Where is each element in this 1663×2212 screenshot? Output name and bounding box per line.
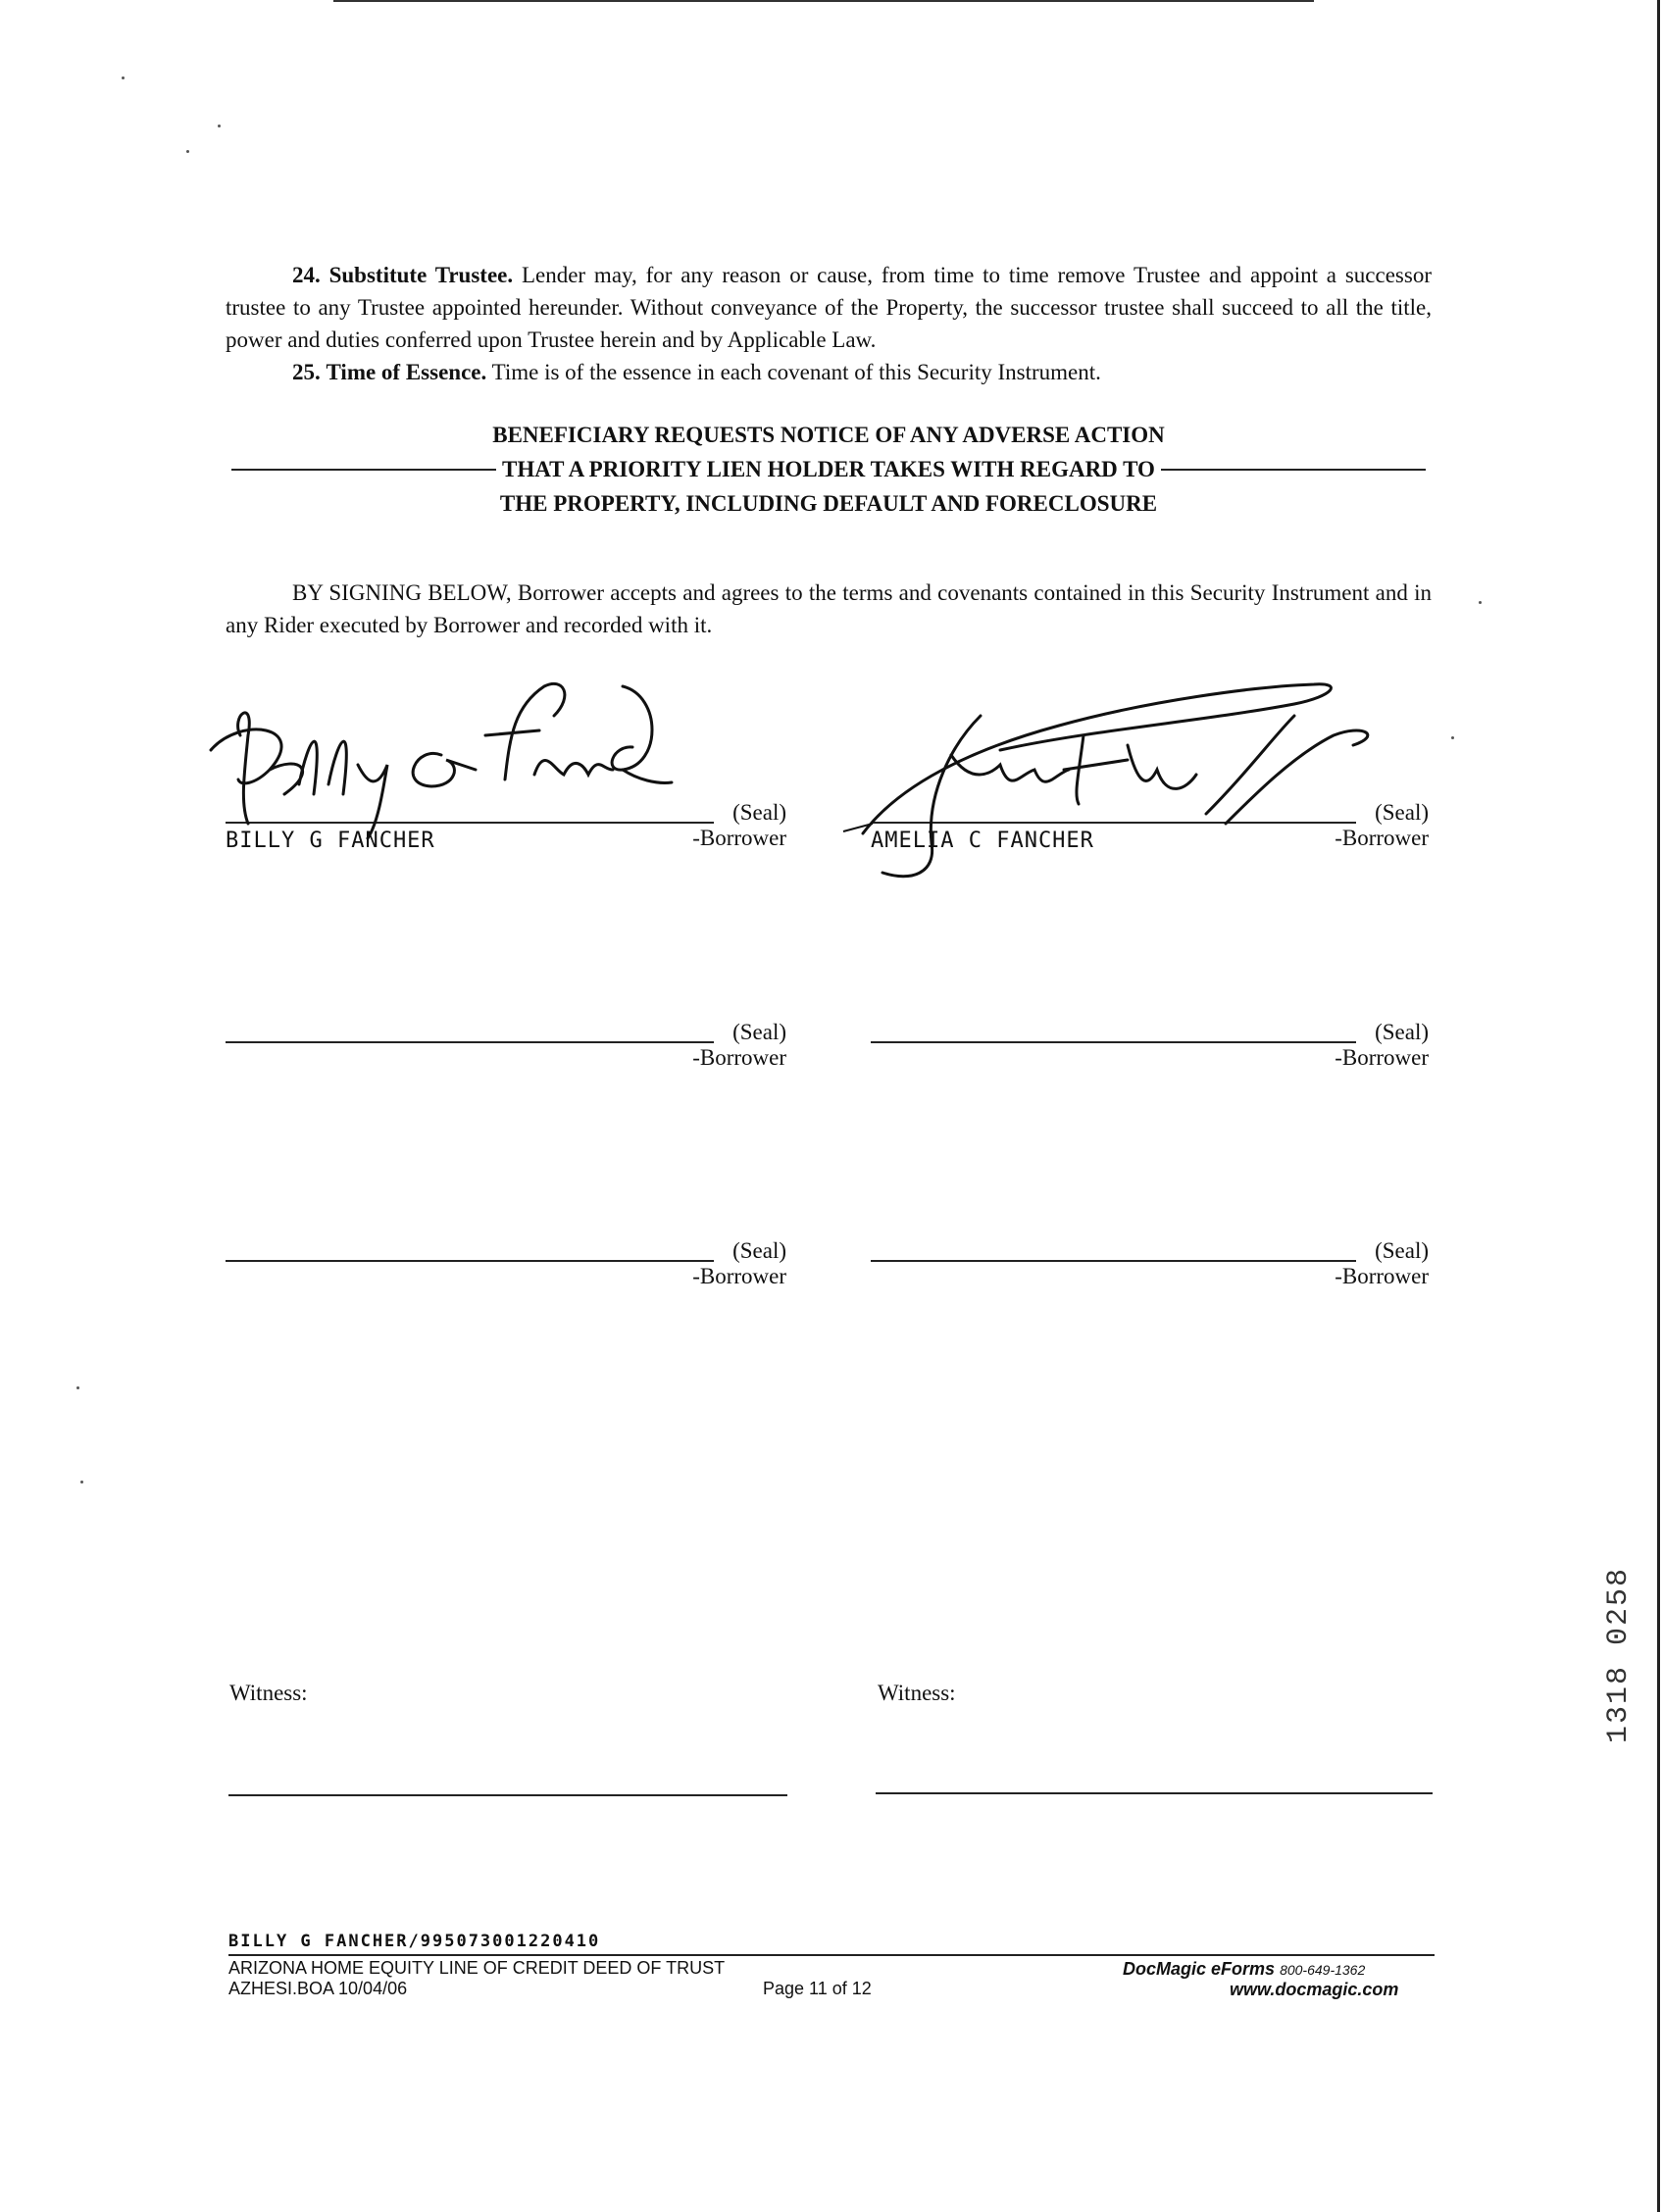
footer-form-code: AZHESI.BOA 10/04/06 bbox=[228, 1979, 408, 1998]
clause-number: 24. bbox=[292, 263, 321, 287]
seal-label-5: (Seal) bbox=[732, 1238, 786, 1263]
top-scan-rule bbox=[333, 0, 1314, 2]
footer-rule bbox=[228, 1954, 1435, 1956]
page-edge bbox=[1657, 0, 1660, 2212]
notice-rule-right bbox=[1161, 469, 1426, 471]
notice-line-2: THAT A PRIORITY LIEN HOLDER TAKES WITH REGARD TO bbox=[502, 457, 1155, 481]
seal-label-1: (Seal) bbox=[732, 800, 786, 825]
clause-number: 25. bbox=[292, 360, 321, 384]
margin-recording-stamp: 1318 0258 bbox=[1602, 1567, 1636, 1744]
clause-25 bbox=[226, 356, 1432, 388]
borrower-name-1: BILLY G FANCHER bbox=[226, 829, 435, 853]
clause-24 bbox=[226, 259, 1432, 356]
scan-speck bbox=[80, 1481, 83, 1483]
scan-speck bbox=[1479, 601, 1482, 604]
scan-speck bbox=[218, 125, 221, 127]
witness-label-left: Witness: bbox=[229, 1681, 308, 1705]
footer-form-title: ARIZONA HOME EQUITY LINE OF CREDIT DEED OF TRUST bbox=[228, 1958, 726, 1978]
handwritten-signature-amelia bbox=[833, 677, 1383, 882]
signature-line-6 bbox=[871, 1260, 1356, 1262]
handwritten-signature-billy bbox=[201, 677, 672, 843]
footer-borrower-loan: BILLY G FANCHER/995073001220410 bbox=[228, 1932, 601, 1951]
borrower-role-4: -Borrower bbox=[1335, 1045, 1429, 1070]
seal-label-2: (Seal) bbox=[1375, 800, 1429, 825]
seal-label-6: (Seal) bbox=[1375, 1238, 1429, 1263]
borrower-name-2: AMELIA C FANCHER bbox=[871, 829, 1094, 853]
footer-brand bbox=[1123, 1959, 1365, 1980]
signature-line-5 bbox=[226, 1260, 714, 1262]
borrower-role-1: -Borrower bbox=[692, 826, 786, 850]
notice-line-2-row bbox=[226, 452, 1432, 486]
scan-speck bbox=[186, 150, 189, 153]
witness-line-right bbox=[876, 1792, 1433, 1794]
witness-label-right: Witness: bbox=[878, 1681, 956, 1705]
scan-speck bbox=[1451, 736, 1454, 739]
notice-line-1: BENEFICIARY REQUESTS NOTICE OF ANY ADVERSE ACTION bbox=[492, 423, 1165, 447]
seal-label-3: (Seal) bbox=[732, 1020, 786, 1044]
borrower-role-3: -Borrower bbox=[692, 1045, 786, 1070]
borrower-role-2: -Borrower bbox=[1335, 826, 1429, 850]
clause-text: Time is of the essence in each covenant of this Security Instrument. bbox=[491, 360, 1101, 384]
signing-statement bbox=[226, 577, 1432, 641]
borrower-role-5: -Borrower bbox=[692, 1264, 786, 1288]
seal-label-4: (Seal) bbox=[1375, 1020, 1429, 1044]
brand-phone: 800-649-1362 bbox=[1280, 1962, 1366, 1978]
scan-speck bbox=[122, 76, 125, 79]
footer-website: www.docmagic.com bbox=[1230, 1980, 1399, 1999]
signing-statement-text: BY SIGNING BELOW, Borrower accepts and agrees to the terms and covenants contained in this Security Instrument and in any Rider executed by Borrower and recorded with it. bbox=[226, 580, 1432, 637]
footer-page-number: Page 11 of 12 bbox=[763, 1979, 872, 1998]
brand-name: DocMagic eForms bbox=[1123, 1959, 1276, 1979]
signature-line-4 bbox=[871, 1041, 1356, 1043]
notice-line-3: THE PROPERTY, INCLUDING DEFAULT AND FORECLOSURE bbox=[499, 491, 1158, 516]
borrower-role-6: -Borrower bbox=[1335, 1264, 1429, 1288]
notice-rule-left bbox=[231, 469, 496, 471]
scan-speck bbox=[76, 1386, 79, 1389]
clause-title: Substitute Trustee. bbox=[328, 263, 514, 287]
witness-line-left bbox=[228, 1794, 787, 1796]
clause-text: Lender may, for any reason or cause, from time to time remove Trustee and appoint a successor trustee to any Trustee appointed hereunder. Without conveyance of the Property, the successor trustee shall succeed to all the title, power and duties conferred upon Trustee herein and by Applicable Law. bbox=[226, 263, 1432, 352]
beneficiary-notice bbox=[226, 418, 1432, 521]
clause-title: Time of Essence. bbox=[326, 360, 487, 384]
signature-line-3 bbox=[226, 1041, 714, 1043]
